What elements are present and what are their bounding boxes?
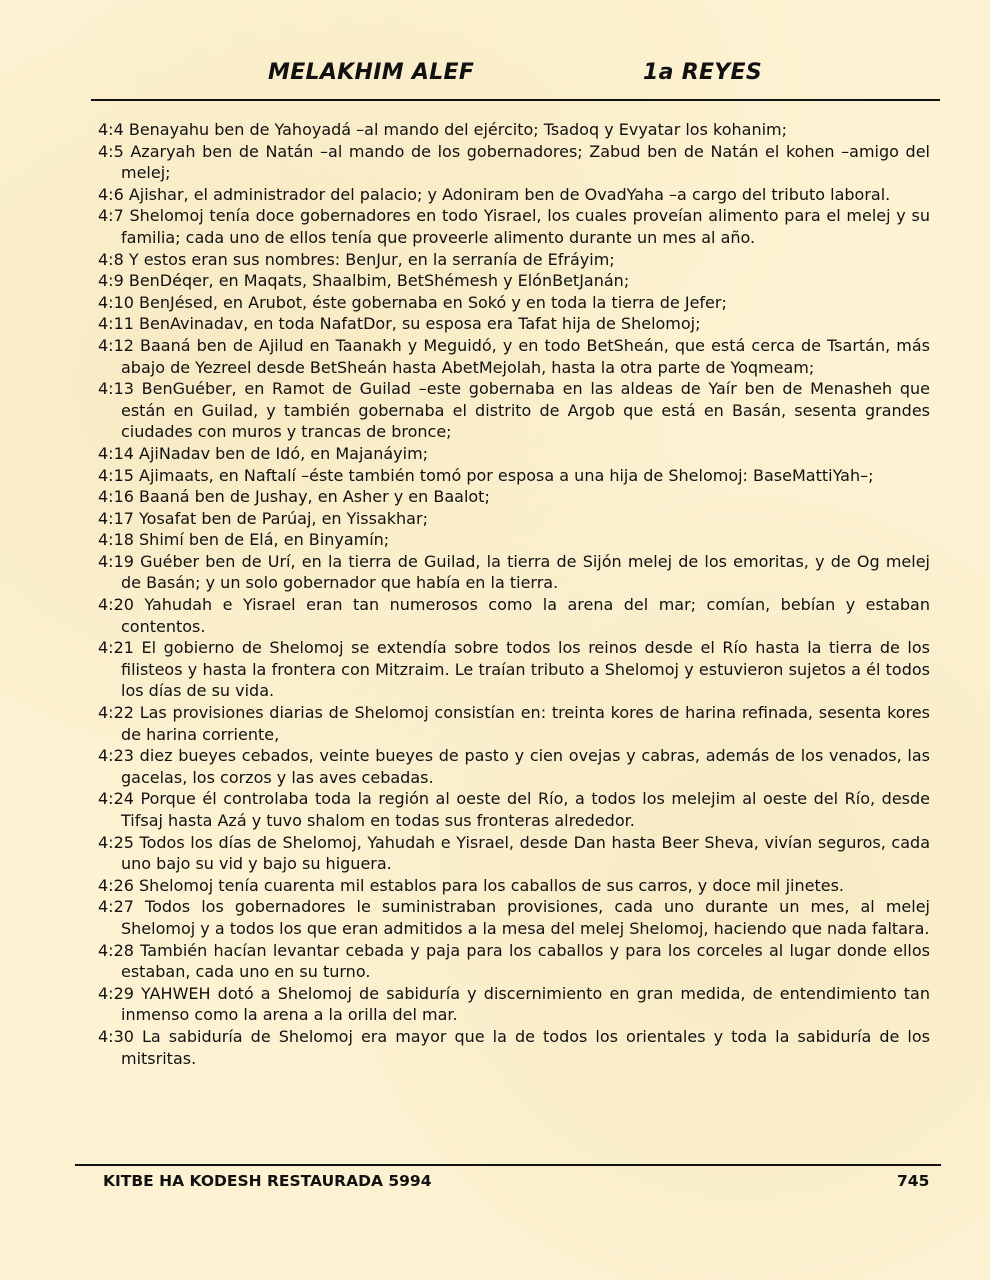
verse-4-25: 4:25 Todos los días de Shelomoj, Yahudah e Yisrael, desde Dan hasta Beer Sheva, vivían seguros, cada uno bajo su vid y bajo su higuera. (98, 832, 930, 874)
verse-4-30: 4:30 La sabiduría de Shelomoj era mayor que la de todos los orientales y toda la sabiduría de los mitsritas. (98, 1026, 930, 1068)
verse-list (98, 119, 930, 1069)
verse-4-19: 4:19 Guéber ben de Urí, en la tierra de Guilad, la tierra de Sijón melej de los emoritas, y de Og melej de Basán; y un solo gobernador que había en la tierra. (98, 551, 930, 593)
footer-edition: KITBE HA KODESH RESTAURADA 5994 (103, 1172, 432, 1190)
footer-rule (75, 1164, 941, 1166)
verse-4-17: 4:17 Yosafat ben de Parúaj, en Yissakhar; (98, 508, 428, 528)
verse-4-4: 4:4 Benayahu ben de Yahoyadá –al mando del ejército; Tsadoq y Evyatar los kohanim; (98, 120, 787, 139)
verse-4-21: 4:21 El gobierno de Shelomoj se extendía sobre todos los reinos desde el Río hasta la tierra de los filisteos y hasta la frontera con Mitzraim. Le traían tributo a Shelomoj y estuvieron sujetos a él todos los días de su vida. (98, 638, 930, 701)
verse-4-14: 4:14 AjiNadav ben de Idó, en Majanáyim; (98, 443, 429, 463)
header-rule (91, 99, 940, 101)
verse-4-26: 4:26 Shelomoj tenía cuarenta mil establos para los caballos de sus carros, y doce mil jinetes. (98, 875, 844, 895)
book-title-hebrew: MELAKHIM ALEF (268, 60, 475, 85)
verse-4-27: 4:27 Todos los gobernadores le suministraban provisiones, cada uno durante un mes, al melej Shelomoj y a todos los que eran admitidos a la mesa del melej Shelomoj, haciendo que nada faltara. (98, 897, 930, 938)
verse-4-5: 4:5 Azaryah ben de Natán –al mando de los gobernadores; Zabud ben de Natán el kohen –amigo del melej; (98, 141, 930, 183)
verse-4-10: 4:10 BenJésed, en Arubot, éste gobernaba en Sokó y en toda la tierra de Jefer; (98, 292, 727, 312)
verse-4-12: 4:12 Baaná ben de Ajilud en Taanakh y Meguidó, y en todo BetSheán, que está cerca de Tsartán, más abajo de Yezreel desde BetSheán hasta AbetMejolah, hasta la otra parte de Yoqmeam; (98, 335, 930, 377)
page-number: 745 (897, 1172, 930, 1190)
verse-4-28: 4:28 También hacían levantar cebada y paja para los caballos y para los corceles al lugar donde ellos estaban, cada uno en su turno. (98, 940, 930, 982)
verse-4-23: 4:23 diez bueyes cebados, veinte bueyes de pasto y cien ovejas y cabras, además de los venados, las gacelas, los corzos y las aves cebadas. (98, 746, 930, 787)
verse-4-20: 4:20 Yahudah e Yisrael eran tan numerosos como la arena del mar; comían, bebían y estaban contentos. (98, 595, 930, 636)
verse-4-24: 4:24 Porque él controlaba toda la región al oeste del Río, a todos los melejim al oeste del Río, desde Tifsaj hasta Azá y tuvo shalom en todas sus fronteras alrededor. (98, 789, 930, 830)
verse-4-6: 4:6 Ajishar, el administrador del palacio; y Adoniram ben de OvadYaha –a cargo del tributo laboral. (98, 184, 891, 204)
book-title-spanish: 1a REYES (643, 60, 762, 85)
page-header (0, 58, 990, 90)
verse-4-22: 4:22 Las provisiones diarias de Shelomoj consistían en: treinta kores de harina refinada, sesenta kores de harina corriente, (98, 703, 930, 744)
verse-4-16: 4:16 Baaná ben de Jushay, en Asher y en Baalot; (98, 487, 490, 507)
page-footer (0, 1172, 990, 1196)
verse-4-9: 4:9 BenDéqer, en Maqats, Shaalbim, BetShémesh y ElónBetJanán; (98, 271, 630, 291)
verse-4-7: 4:7 Shelomoj tenía doce gobernadores en todo Yisrael, los cuales proveían alimento para el melej y su familia; cada uno de ellos tenía que proveerle alimento durante un mes al año. (98, 206, 930, 247)
verse-4-13: 4:13 BenGuéber, en Ramot de Guilad –este gobernaba en las aldeas de Yaír ben de Menasheh que están en Guilad, y también gobernaba el distrito de Argob que está en Basán, sesenta grandes ciudades con muros y trancas de bronce; (98, 379, 930, 442)
verse-4-15: 4:15 Ajimaats, en Naftalí –éste también tomó por esposa a una hija de Shelomoj: BaseMattiYah–; (98, 465, 874, 485)
verse-4-18: 4:18 Shimí ben de Elá, en Binyamín; (98, 530, 390, 550)
verse-4-11: 4:11 BenAvinadav, en toda NafatDor, su esposa era Tafat hija de Shelomoj; (98, 314, 701, 334)
verse-4-8: 4:8 Y estos eran sus nombres: BenJur, en la serranía de Efráyim; (98, 249, 615, 269)
verse-4-29: 4:29 YAHWEH dotó a Shelomoj de sabiduría y discernimiento en gran medida, de entendimiento tan inmenso como la arena a la orilla del mar. (98, 983, 930, 1025)
